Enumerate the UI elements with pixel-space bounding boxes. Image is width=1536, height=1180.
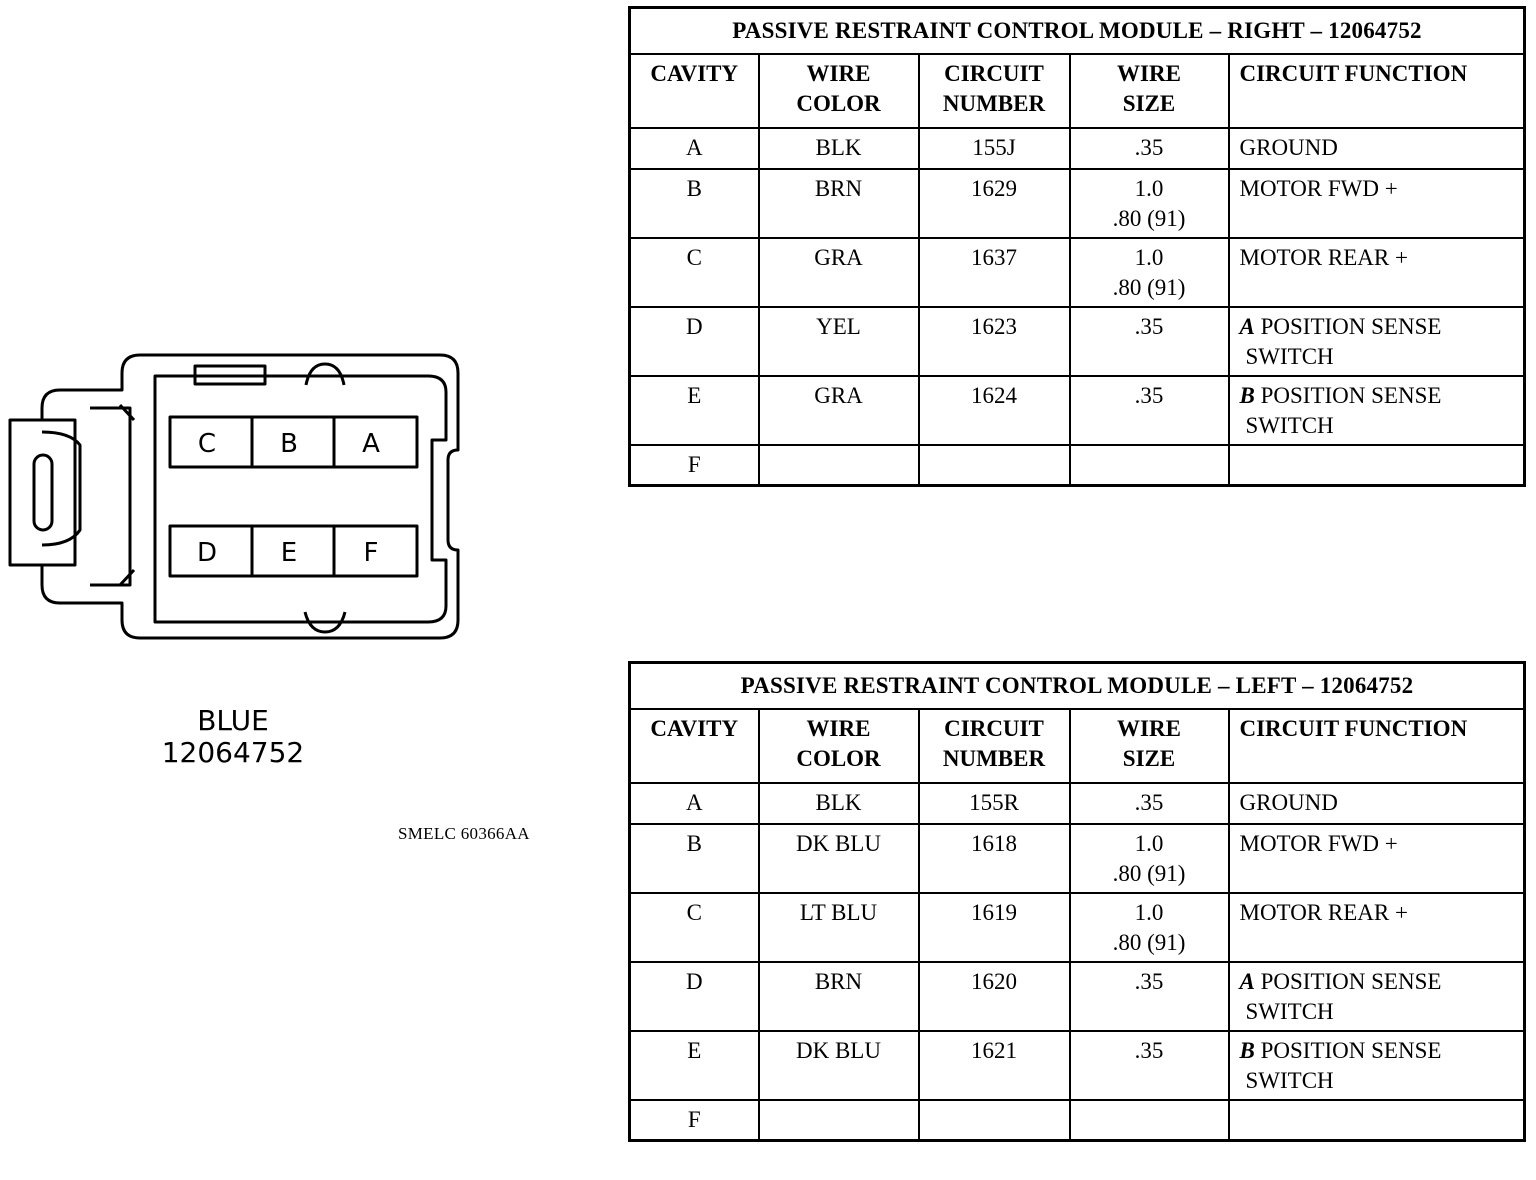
circuit-function-line2: SWITCH <box>1245 999 1334 1024</box>
cavity-value: D <box>685 314 703 339</box>
circuit-function-cell <box>1229 169 1525 238</box>
table-header-row <box>630 709 1525 783</box>
table-body <box>630 128 1525 485</box>
cavity-value: A <box>685 135 703 160</box>
cavity-cell <box>630 128 759 169</box>
wire-color-value: DK BLU <box>796 1038 881 1063</box>
wire-size-cell <box>1070 893 1229 962</box>
cavity-label-f: F <box>363 538 379 568</box>
wire-color-value: GRA <box>814 383 863 408</box>
wire-size-cell <box>1070 445 1229 485</box>
cavity-label-a: A <box>362 429 380 459</box>
cavity-value: B <box>686 831 702 856</box>
connector-color-label <box>150 705 316 769</box>
circuit-function-cell <box>1229 307 1525 376</box>
wire-size-cell <box>1070 1031 1229 1100</box>
connector-diagram <box>0 345 470 650</box>
drawing-code: SMELC 60366AA <box>398 824 530 843</box>
header-circuit-number: CIRCUIT NUMBER <box>919 54 1070 128</box>
header-circuit-function: CIRCUIT FUNCTION <box>1229 709 1525 783</box>
header-wire-color: WIRE COLOR <box>759 709 919 783</box>
cavity-value: E <box>687 1038 702 1063</box>
cavity-value: A <box>685 790 703 815</box>
circuit-function-cell <box>1229 783 1525 824</box>
wire-size-value: 1.0 <box>1134 245 1164 270</box>
wire-color-cell <box>759 445 919 485</box>
wire-size-cell <box>1070 169 1229 238</box>
circuit-number-cell <box>919 445 1070 485</box>
wire-color-value: BLK <box>815 790 862 815</box>
wire-size-value: .35 <box>1134 969 1164 994</box>
cavity-cell <box>630 307 759 376</box>
circuit-function-cell <box>1229 445 1525 485</box>
wire-size-value: .35 <box>1134 135 1164 160</box>
cavity-label-c: C <box>197 429 217 459</box>
circuit-number-value: 1629 <box>971 176 1017 201</box>
circuit-function-value: POSITION SENSE <box>1260 314 1442 339</box>
table-body <box>630 783 1525 1140</box>
cavity-cell <box>630 238 759 307</box>
wire-size-cell <box>1070 376 1229 445</box>
wire-color-cell <box>759 893 919 962</box>
circuit-number-cell <box>919 962 1070 1031</box>
cavity-value: E <box>687 383 702 408</box>
wire-size-value: 1.0 <box>1134 831 1164 856</box>
header-cavity: CAVITY <box>630 709 759 783</box>
circuit-number-value: 155R <box>969 790 1019 815</box>
circuit-function-value: MOTOR FWD + <box>1239 176 1398 201</box>
cavity-label-e: E <box>280 538 298 568</box>
cavity-cell <box>630 824 759 893</box>
wire-size-value: .35 <box>1134 790 1164 815</box>
connector-part-number: 12064752 <box>161 736 305 769</box>
wire-size-value: 1.0 <box>1134 176 1164 201</box>
circuit-number-value: 155J <box>972 135 1016 160</box>
function-prefix: A <box>1239 969 1255 994</box>
table-row <box>630 169 1525 238</box>
circuit-number-cell <box>919 824 1070 893</box>
circuit-function-value: MOTOR REAR + <box>1239 245 1408 270</box>
circuit-number-value: 1624 <box>971 383 1017 408</box>
cavity-cell <box>630 445 759 485</box>
circuit-number-cell <box>919 128 1070 169</box>
circuit-function-cell <box>1229 238 1525 307</box>
wire-color-cell <box>759 1031 919 1100</box>
wire-color-cell <box>759 824 919 893</box>
table-title: PASSIVE RESTRAINT CONTROL MODULE – LEFT – 12064752 <box>630 663 1525 710</box>
cavity-value: D <box>685 969 703 994</box>
wire-color-value: DK BLU <box>796 831 881 856</box>
circuit-function-cell <box>1229 962 1525 1031</box>
wire-color-cell <box>759 307 919 376</box>
circuit-function-line2: SWITCH <box>1245 413 1334 438</box>
wire-size-alt-value: .80 (91) <box>1112 861 1186 886</box>
table-row <box>630 893 1525 962</box>
cavity-cell <box>630 169 759 238</box>
wire-color-value: LT BLU <box>799 900 878 925</box>
table-row <box>630 238 1525 307</box>
circuit-function-cell <box>1229 128 1525 169</box>
table-row <box>630 1031 1525 1100</box>
circuit-function-cell <box>1229 376 1525 445</box>
table-title: PASSIVE RESTRAINT CONTROL MODULE – RIGHT – 12064752 <box>630 8 1525 55</box>
cavity-value: F <box>687 1107 701 1132</box>
cavity-value: B <box>686 176 702 201</box>
wire-color-cell <box>759 962 919 1031</box>
circuit-number-value: 1620 <box>971 969 1017 994</box>
circuit-number-cell <box>919 307 1070 376</box>
wire-size-value: .35 <box>1134 383 1164 408</box>
cavity-cell <box>630 962 759 1031</box>
cavity-label-b: B <box>280 429 298 459</box>
wire-color-value: BRN <box>814 969 863 994</box>
circuit-number-cell <box>919 893 1070 962</box>
wire-color-cell <box>759 128 919 169</box>
wire-color-value: GRA <box>814 245 863 270</box>
header-wire-size: WIRE SIZE <box>1070 709 1229 783</box>
circuit-number-value: 1623 <box>971 314 1017 339</box>
table-row <box>630 445 1525 485</box>
wire-size-cell <box>1070 238 1229 307</box>
table-row <box>630 1100 1525 1140</box>
circuit-function-line2: SWITCH <box>1245 1068 1334 1093</box>
wire-size-value: .35 <box>1134 1038 1164 1063</box>
circuit-function-cell <box>1229 1100 1525 1140</box>
circuit-function-value: POSITION SENSE <box>1260 969 1442 994</box>
cavity-value: C <box>686 900 702 925</box>
circuit-function-cell <box>1229 824 1525 893</box>
header-cavity: CAVITY <box>630 54 759 128</box>
circuit-number-value: 1637 <box>971 245 1017 270</box>
circuit-number-cell <box>919 1100 1070 1140</box>
circuit-function-value: POSITION SENSE <box>1260 1038 1442 1063</box>
cavity-cell <box>630 893 759 962</box>
wire-size-cell <box>1070 307 1229 376</box>
pinout-table-right <box>628 6 1526 487</box>
wire-size-value: 1.0 <box>1134 900 1164 925</box>
wire-color-value: BLK <box>815 135 862 160</box>
wire-size-cell <box>1070 962 1229 1031</box>
circuit-number-cell <box>919 238 1070 307</box>
wire-size-value: .35 <box>1134 314 1164 339</box>
circuit-function-cell <box>1229 1031 1525 1100</box>
table-row <box>630 824 1525 893</box>
circuit-number-value: 1621 <box>971 1038 1017 1063</box>
wire-size-alt-value: .80 (91) <box>1112 930 1186 955</box>
table-row <box>630 307 1525 376</box>
wire-size-alt-value: .80 (91) <box>1112 275 1186 300</box>
circuit-function-line2: SWITCH <box>1245 344 1334 369</box>
wire-size-cell <box>1070 1100 1229 1140</box>
cavity-value: F <box>687 452 701 477</box>
wire-size-alt-value: .80 (91) <box>1112 206 1186 231</box>
wire-color-cell <box>759 783 919 824</box>
function-prefix: B <box>1239 383 1255 408</box>
function-prefix: A <box>1239 314 1255 339</box>
table-row <box>630 962 1525 1031</box>
wire-size-cell <box>1070 824 1229 893</box>
circuit-number-cell <box>919 169 1070 238</box>
table-row <box>630 376 1525 445</box>
connector-color: BLUE <box>197 704 269 737</box>
circuit-number-cell <box>919 376 1070 445</box>
pinout-table-left <box>628 661 1526 1142</box>
wire-color-cell <box>759 238 919 307</box>
cavity-cell <box>630 1031 759 1100</box>
cavity-label-d: D <box>196 538 218 568</box>
circuit-number-value: 1619 <box>971 900 1017 925</box>
circuit-function-value: GROUND <box>1239 790 1338 815</box>
circuit-function-value: POSITION SENSE <box>1260 383 1442 408</box>
cavity-cell <box>630 783 759 824</box>
circuit-function-value: MOTOR FWD + <box>1239 831 1398 856</box>
header-circuit-number: CIRCUIT NUMBER <box>919 709 1070 783</box>
header-wire-color: WIRE COLOR <box>759 54 919 128</box>
table-header-row <box>630 54 1525 128</box>
circuit-number-cell <box>919 783 1070 824</box>
wire-size-cell <box>1070 128 1229 169</box>
wire-color-value: BRN <box>814 176 863 201</box>
wire-color-cell <box>759 169 919 238</box>
wire-color-cell <box>759 376 919 445</box>
circuit-function-value: MOTOR REAR + <box>1239 900 1408 925</box>
cavity-cell <box>630 1100 759 1140</box>
table-row <box>630 783 1525 824</box>
function-prefix: B <box>1239 1038 1255 1063</box>
table-row <box>630 128 1525 169</box>
header-wire-size: WIRE SIZE <box>1070 54 1229 128</box>
circuit-function-value: GROUND <box>1239 135 1338 160</box>
wire-size-cell <box>1070 783 1229 824</box>
cavity-value: C <box>686 245 702 270</box>
circuit-number-cell <box>919 1031 1070 1100</box>
wire-color-cell <box>759 1100 919 1140</box>
circuit-number-value: 1618 <box>971 831 1017 856</box>
header-circuit-function: CIRCUIT FUNCTION <box>1229 54 1525 128</box>
circuit-function-cell <box>1229 893 1525 962</box>
wire-color-value: YEL <box>816 314 861 339</box>
cavity-cell <box>630 376 759 445</box>
